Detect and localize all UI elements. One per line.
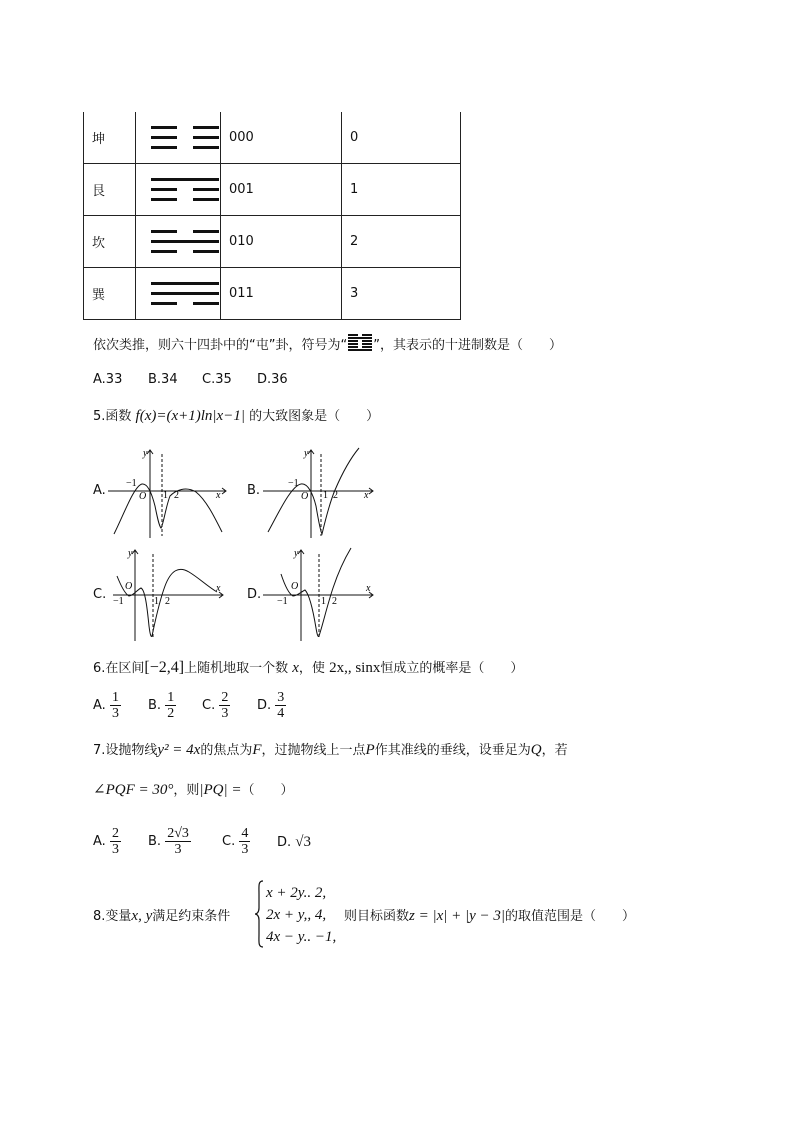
svg-text:1: 1 [321,596,326,607]
svg-text:y: y [128,548,133,559]
trigram-name: 坤 [84,112,136,164]
svg-text:1: 1 [163,490,168,501]
svg-text:O: O [139,491,147,502]
svg-text:O: O [291,581,299,592]
svg-text:x: x [216,583,221,594]
q4-option-b: B.34 [148,372,178,387]
q7-stem-line1: 7.设抛物线y² = 4x的焦点为F，过抛物线上一点P作其准线的垂线，设垂足为Q，若 [93,742,568,758]
q4-option-d: D.36 [257,372,288,387]
q7-option-a: A. $\frac{2}{3}$ [93,826,119,857]
q7-stem-line2: ∠PQF = 30°，则|PQ| =（ ） [93,782,294,798]
svg-text:y: y [143,448,148,459]
trigram-binary: 001 [221,164,342,216]
tun-hexagram-icon [348,333,372,358]
trigram-decimal: 3 [342,268,461,320]
svg-text:O: O [125,581,133,592]
q6-option-a: A. $\frac{1}{3}$ [93,690,119,721]
trigram-decimal: 2 [342,216,461,268]
graph-d [263,546,378,641]
q8-prefix: 8.变量x, y满足约束条件 [93,908,231,924]
svg-text:x: x [366,583,371,594]
q7-option-b: B. $\frac{2√3}{3}$ [148,826,189,857]
trigram-binary: 011 [221,268,342,320]
svg-text:2: 2 [174,490,179,501]
q6-option-c: C. $\frac{2}{3}$ [202,690,229,721]
trigram-binary: 000 [221,112,342,164]
svg-text:1: 1 [323,490,328,501]
q8-constraints: x + 2y.. 2, 2x + y,, 4, 4x − y.. −1, [266,885,337,945]
q6-stem: 6.在区间[−2,4]上随机地取一个数 x，使 2x,, sinx恒成立的概率是（ ） [93,659,524,676]
system-brace [254,880,264,948]
q5-label-b: B. [247,483,261,498]
trigram-decimal: 0 [342,112,461,164]
q5-formula: f(x)=(x+1)ln|x−1| [135,408,245,424]
q5-label-d: D. [247,587,262,602]
q7-option-d: D. √3 [277,834,312,850]
graph-c [113,546,228,641]
trigram-decimal: 1 [342,164,461,216]
q5-stem: 5.函数 f(x)=(x+1)ln|x−1| 的大致图象是（ ） [93,408,380,424]
svg-text:2: 2 [333,490,338,501]
svg-text:−1: −1 [126,478,137,489]
table-row [84,268,461,320]
trigram-symbol-icon [136,164,221,216]
svg-text:O: O [301,491,309,502]
trigram-symbol-icon [136,112,221,164]
svg-text:1: 1 [154,596,159,607]
trigram-binary: 010 [221,216,342,268]
trigram-symbol-icon [136,216,221,268]
trigram-name: 坎 [84,216,136,268]
table-row [84,112,461,164]
trigram-table [83,112,461,320]
svg-text:2: 2 [332,596,337,607]
q4-option-a: A.33 [93,372,123,387]
q6-option-b: B. $\frac{1}{2}$ [148,690,175,721]
q4-option-c: C.35 [202,372,232,387]
q7-option-c: C. $\frac{4}{3}$ [222,826,249,857]
table-row [84,216,461,268]
svg-text:−1: −1 [277,596,288,607]
svg-text:−1: −1 [113,596,124,607]
q6-option-d: D. $\frac{3}{4}$ [257,690,285,721]
q4-stem: 依次类推，则六十四卦中的“屯”卦，符号为“ ”，其表示的十进制数是（ ） [93,333,562,358]
table-row [84,164,461,216]
graph-b [263,446,378,538]
trigram-name: 巽 [84,268,136,320]
trigram-name: 艮 [84,164,136,216]
svg-text:−1: −1 [288,478,299,489]
svg-text:x: x [216,490,221,501]
trigram-symbol-icon [136,268,221,320]
q8-objective: 则目标函数z = |x| + |y − 3|的取值范围是（ ） [344,908,636,924]
svg-text:y: y [304,448,309,459]
q5-label-c: C. [93,587,107,602]
svg-text:y: y [294,548,299,559]
svg-text:2: 2 [165,596,170,607]
graph-a [108,446,233,538]
q5-label-a: A. [93,483,106,498]
svg-text:x: x [364,490,369,501]
